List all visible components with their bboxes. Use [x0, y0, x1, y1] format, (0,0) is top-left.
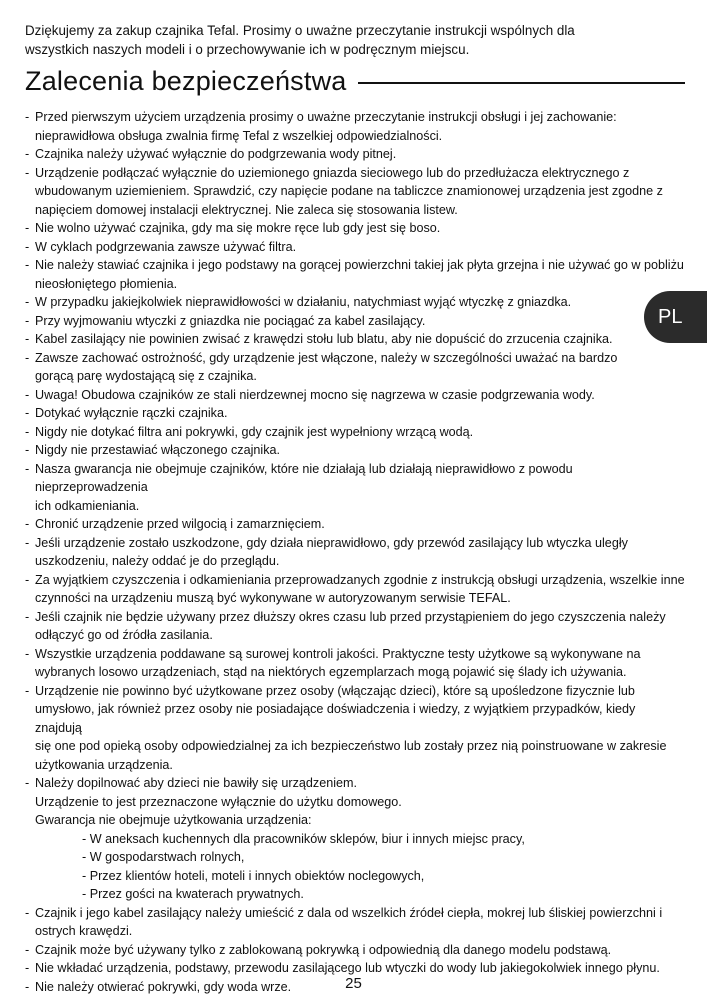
list-item-line: - Czajnik może być używany tylko z zablokowaną pokrywką i odpowiednią dla danego modelu podstawą.: [35, 942, 612, 957]
list-item-line: - Urządzenie podłączać wyłącznie do uziemionego gniazda sieciowego lub do przedłużacza elektrycznego z: [35, 165, 630, 180]
list-item: [25, 904, 685, 941]
list-item-line: - Dotykać wyłącznie rączki czajnika.: [35, 406, 228, 420]
list-item: [25, 145, 685, 164]
list-item-line: - Nie należy stawiać czajnika i jego podstawy na gorącej powierzchni takiej jak płyta grzejna i nie używać go w pobliżu: [35, 258, 684, 272]
list-item: [25, 256, 685, 293]
list-item-line: - Należy dopilnować aby dzieci nie bawiły się urządzeniem.: [35, 776, 358, 790]
intro-line: Dziękujemy za zakup czajnika Tefal. Prosimy o uważne przeczytanie instrukcji wspólnych dla: [25, 23, 575, 38]
sub-list-item: - W gospodarstwach rolnych,: [82, 850, 245, 864]
list-item: [25, 238, 685, 257]
list-item-line: umysłowo, jak również przez osoby nie posiadające doświadczenia i wiedzy, z wyjątkiem przypadków, kiedy znajdują: [35, 702, 636, 735]
list-item: [25, 349, 685, 386]
section-heading: Zalecenia bezpieczeństwa: [25, 65, 347, 96]
list-item-line: - Za wyjątkiem czyszczenia i odkamieniania przeprowadzanych zgodnie z instrukcją obsługi urządzenia, wszelkie inne: [35, 572, 685, 587]
list-item-line: gorącą parę wydostającą się z czajnika.: [35, 369, 257, 383]
list-item-line: napięciem domowej instalacji elektrycznej. Nie zaleca się stosowania listew.: [35, 202, 458, 217]
language-tab: PL: [644, 291, 707, 343]
list-item-line: - Nie należy otwierać pokrywki, gdy woda wrze.: [35, 979, 292, 994]
safety-list: [25, 108, 685, 996]
list-item-line: odłączyć go od źródła zasilania.: [35, 628, 213, 642]
list-item-line: czynności na urządzeniu muszą być wykonywane w autoryzowanym serwisie TEFAL.: [35, 591, 511, 605]
list-item: [25, 404, 685, 423]
list-item-line: - Nigdy nie dotykać filtra ani pokrywki, gdy czajnik jest wypełniony wrzącą wodą.: [35, 424, 474, 439]
list-item-line: uszkodzeniu, należy oddać je do przeglądu.: [35, 554, 280, 568]
list-item-line: - Uwaga! Obudowa czajników ze stali nierdzewnej mocno się nagrzewa w czasie podgrzewania wody.: [35, 387, 595, 402]
list-item-line: wbudowanym uziemieniem. Sprawdzić, czy napięcie podane na tabliczce znamionowej urządzenia jest zgodne z: [35, 184, 663, 198]
list-item: [25, 515, 685, 534]
list-item: [25, 774, 685, 830]
list-item: [25, 571, 685, 608]
list-item-line: - Nie wolno używać czajnika, gdy ma się mokre ręce lub gdy jest się boso.: [35, 221, 441, 235]
list-item-line: nieprawidłowa obsługa zwalnia firmę Tefal z wszelkiej odpowiedzialności.: [35, 128, 443, 143]
list-item-line: - Wszystkie urządzenia poddawane są surowej kontroli jakości. Praktyczne testy użytkowe są wykonywane na: [35, 646, 641, 661]
sub-list-item: - W aneksach kuchennych dla pracowników sklepów, biur i innych miejsc pracy,: [82, 831, 525, 846]
section-heading-row: [25, 63, 685, 99]
list-item-line: - Nie wkładać urządzenia, podstawy, przewodu zasilającego lub wtyczki do wody lub jakiegokolwiek innego płynu.: [35, 961, 660, 975]
list-item-line: ich odkamieniania.: [35, 498, 140, 513]
list-item-line: - W przypadku jakiejkolwiek nieprawidłowości w działaniu, natychmiast wyjąć wtyczkę z gniazdka.: [35, 295, 572, 309]
list-item: [25, 534, 685, 571]
list-item: [25, 386, 685, 405]
list-item-line: - Chronić urządzenie przed wilgocią i zamarznięciem.: [35, 517, 325, 531]
list-item: [25, 645, 685, 682]
list-item: [25, 441, 685, 460]
list-item: [25, 164, 685, 220]
list-item-line: - Nigdy nie przestawiać włączonego czajnika.: [35, 443, 281, 457]
list-item-line: - Jeśli urządzenie zostało uszkodzone, gdy działa nieprawidłowo, gdy przewód zasilający lub wtyczka uległy: [35, 535, 628, 550]
page-number: 25: [345, 975, 362, 992]
list-item-line: nieosłoniętego płomienia.: [35, 276, 178, 291]
list-item-line: - Zawsze zachować ostrożność, gdy urządzenie jest włączone, należy w szczególności uważać na bardzo: [35, 350, 618, 365]
list-item-line: - Jeśli czajnik nie będzie używany przez dłuższy okres czasu lub przed przystąpieniem do jego czyszczenia należy: [35, 609, 666, 624]
list-item: [25, 312, 685, 331]
sub-list-item: - Przez klientów hoteli, moteli i innych obiektów noclegowych,: [82, 868, 425, 883]
list-item-line: - Czajnik i jego kabel zasilający należy umieścić z dala od wszelkich źródeł ciepła, mokrej lub śliskiej powierzchni i: [35, 905, 663, 920]
list-item-line: się one pod opieką osoby odpowiedzialnej za ich bezpieczeństwo lub zostały przez nią poinstruowane w zakresie: [35, 739, 667, 753]
list-item: [25, 941, 685, 960]
list-item: [25, 330, 685, 349]
list-item-line: - Urządzenie nie powinno być użytkowane przez osoby (włączając dzieci), które są upośledzone fizycznie lub: [35, 683, 635, 698]
heading-rule: [358, 82, 685, 84]
list-item-line: wybranych losowo urządzeniach, stąd na niektórych egzemplarzach mogą pojawić się ślady ich używania.: [35, 665, 627, 679]
intro-paragraph: [25, 21, 665, 59]
list-item-line: - Kabel zasilający nie powinien zwisać z krawędzi stołu lub blatu, aby nie dopuścić do zrzucenia czajnika.: [35, 332, 613, 346]
list-item: [25, 423, 685, 442]
list-item-line: - Nasza gwarancja nie obejmuje czajników, które nie działają lub działają nieprawidłowo z powodu nieprzeprowadzenia: [35, 461, 573, 494]
list-item-line: Urządzenie to jest przeznaczone wyłącznie do użytku domowego.: [35, 794, 402, 809]
list-item-line: użytkowania urządzenia.: [35, 757, 173, 772]
list-item-line: ostrych krawędzi.: [35, 924, 133, 938]
list-item: [25, 293, 685, 312]
list-item-line: - Przed pierwszym użyciem urządzenia prosimy o uważne przeczytanie instrukcji obsługi i jej zachowanie:: [35, 110, 617, 124]
list-item: [25, 219, 685, 238]
list-item-line: - W cyklach podgrzewania zawsze używać filtra.: [35, 239, 297, 254]
list-item: [25, 108, 685, 145]
list-item: [25, 608, 685, 645]
list-item-line: - Czajnika należy używać wyłącznie do podgrzewania wody pitnej.: [35, 147, 397, 161]
list-item: [25, 682, 685, 775]
list-item-line: Gwarancja nie obejmuje użytkowania urządzenia:: [35, 813, 312, 827]
intro-line: wszystkich naszych modeli i o przechowywanie ich w podręcznym miejscu.: [25, 42, 470, 57]
sub-list-item: - Przez gości na kwaterach prywatnych.: [82, 887, 304, 901]
list-item-line: - Przy wyjmowaniu wtyczki z gniazdka nie pociągać za kabel zasilający.: [35, 313, 426, 328]
list-item: [25, 460, 685, 516]
